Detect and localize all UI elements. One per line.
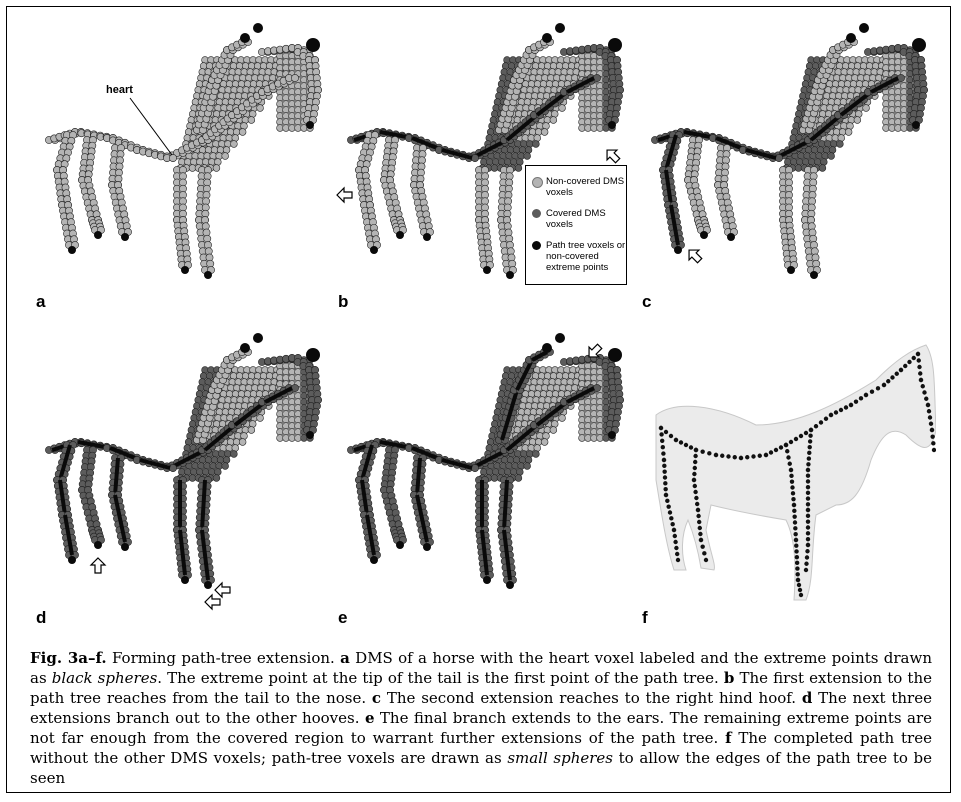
voxel-sphere [863, 105, 870, 112]
arrow-icon [337, 188, 352, 202]
path-tree-voxel [663, 481, 667, 485]
path-tree-voxel [932, 448, 936, 452]
path-tree-voxel [924, 397, 928, 401]
voxel-sphere [516, 469, 523, 476]
path-tree-voxel [804, 568, 808, 572]
caption-emphasis: small spheres [507, 749, 613, 767]
voxel-sphere [550, 117, 557, 124]
extreme-point [608, 431, 616, 439]
path-tree-voxel [819, 420, 823, 424]
path-tree-voxel [698, 532, 702, 536]
path-tree-voxel [876, 386, 880, 390]
caption-text: The completed path tree without the other DMS voxels; path-tree voxels are drawn as [30, 729, 932, 767]
path-tree-voxel [918, 371, 922, 375]
extreme-point [306, 348, 320, 362]
path-tree-voxel [795, 561, 799, 565]
caption-emphasis: black spheres [51, 669, 158, 687]
path-tree-voxel [693, 490, 697, 494]
path-tree-voxel [693, 460, 697, 464]
path-tree-voxel [824, 417, 828, 421]
voxel-sphere [291, 384, 298, 391]
panel-f [636, 330, 936, 630]
path-tree-voxel [764, 453, 768, 457]
caption-panel-letter: d [801, 689, 813, 707]
voxel-sphere [838, 135, 845, 142]
arrow-icon [205, 595, 220, 609]
voxel-sphere [854, 117, 861, 124]
path-tree-voxel [807, 451, 811, 455]
path-tree-voxel [919, 378, 923, 382]
path-tree-voxel [758, 454, 762, 458]
panel-letter-c: c [642, 292, 652, 311]
panel-letter-e: e [338, 608, 348, 627]
extreme-point [181, 576, 189, 584]
path-tree-voxel [672, 528, 676, 532]
path-tree-voxel [929, 422, 933, 426]
voxel-sphere [828, 153, 835, 160]
extreme-point [859, 23, 869, 33]
extreme-point [506, 271, 514, 279]
path-tree-voxel [882, 383, 886, 387]
arrow-icon [602, 145, 623, 166]
path-tree-voxel [659, 432, 663, 436]
caption-panel-letter: e [364, 709, 375, 727]
voxel-sphere [897, 74, 904, 81]
extreme-point [396, 541, 404, 549]
voxel-sphere [471, 154, 478, 161]
extreme-point [253, 333, 263, 343]
path-tree-voxel [806, 508, 810, 512]
path-tree-voxel [796, 578, 800, 582]
path-tree-voxel [663, 475, 667, 479]
caption-text: The next three extensions branch out to the other hooves. [30, 689, 932, 727]
path-tree-voxel [668, 510, 672, 514]
legend [525, 165, 627, 285]
voxel-sphere [471, 464, 478, 471]
voxel-sphere [223, 457, 230, 464]
path-tree-voxel [870, 389, 874, 393]
path-tree-voxel [666, 504, 670, 508]
wireframe-horse-f [636, 330, 936, 630]
extreme-point [240, 343, 250, 353]
caption-text: The second extension reaches to the right hind hoof. [381, 689, 802, 707]
path-tree-voxel [664, 430, 668, 434]
panel-a [30, 20, 330, 320]
path-tree-voxel [907, 360, 911, 364]
path-tree-voxel [899, 368, 903, 372]
path-tree-voxel [789, 468, 793, 472]
voxel-sphere [541, 129, 548, 136]
path-tree-voxel [792, 514, 796, 518]
voxel-sphere [524, 463, 531, 470]
voxel-sphere [257, 415, 264, 422]
voxel-sphere [534, 135, 541, 142]
path-tree-voxel [693, 484, 697, 488]
path-tree-voxel [664, 493, 668, 497]
extreme-point [727, 233, 735, 241]
path-tree-voxel [694, 496, 698, 500]
path-tree-voxel [859, 396, 863, 400]
path-tree-voxel [799, 434, 803, 438]
caption-text: The final branch extends to the ears. The remaining extreme points are not far enough from the covered region to warrant further extensions of the path tree. [30, 709, 932, 747]
path-tree-voxel [804, 431, 808, 435]
caption-text: DMS of a horse with the heart voxel labeled and the extreme points drawn as [30, 649, 932, 687]
arrow-icon [684, 245, 705, 266]
extreme-point [94, 541, 102, 549]
path-tree-voxel [890, 375, 894, 379]
path-tree-voxel [695, 502, 699, 506]
extreme-point [846, 33, 856, 43]
voxel-sphere [837, 141, 844, 148]
voxel-sphere [541, 439, 548, 446]
extreme-point [555, 333, 565, 343]
path-tree-voxel [806, 485, 810, 489]
extreme-point [483, 266, 491, 274]
heart-label: heart [106, 84, 133, 96]
voxel-sphere [551, 421, 558, 428]
path-tree-voxel [784, 443, 788, 447]
path-tree-voxel [733, 455, 737, 459]
extreme-point [396, 231, 404, 239]
path-tree-voxel [807, 456, 811, 460]
path-tree-voxel [806, 514, 810, 518]
arrow-icon [215, 583, 230, 597]
path-tree-voxel [714, 453, 718, 457]
path-tree-voxel [669, 516, 673, 520]
voxel-sphere [855, 111, 862, 118]
path-tree-voxel [726, 454, 730, 458]
extreme-point [121, 543, 129, 551]
path-tree-voxel [794, 544, 798, 548]
extreme-point [810, 271, 818, 279]
voxel-sphere [534, 445, 541, 452]
voxel-sphere [551, 111, 558, 118]
path-tree-voxel [663, 487, 667, 491]
path-tree-voxel [931, 441, 935, 445]
path-tree-voxel [903, 364, 907, 368]
path-tree-voxel [700, 449, 704, 453]
path-tree-voxel [696, 508, 700, 512]
extreme-point [555, 23, 565, 33]
voxel-sphere [231, 451, 238, 458]
path-tree-voxel [790, 479, 794, 483]
caption-panel-letter: f [725, 729, 732, 747]
path-tree-voxel [745, 455, 749, 459]
figure-caption [30, 648, 932, 788]
extreme-point [423, 233, 431, 241]
path-tree-voxel [704, 558, 708, 562]
path-tree-voxel [886, 379, 890, 383]
path-tree-voxel [930, 428, 934, 432]
legend-dot-light [532, 177, 543, 188]
path-tree-voxel [707, 451, 711, 455]
path-tree-voxel [806, 519, 810, 523]
path-tree-voxel [693, 454, 697, 458]
path-tree-voxel [689, 445, 693, 449]
path-tree-voxel [698, 526, 702, 530]
path-tree-voxel [839, 408, 843, 412]
path-tree-voxel [769, 450, 773, 454]
path-tree-voxel [806, 531, 810, 535]
caption-title: Forming path-tree extension. [106, 649, 341, 667]
path-tree-voxel [864, 393, 868, 397]
path-tree-voxel [779, 445, 783, 449]
path-tree-voxel [791, 491, 795, 495]
path-tree-voxel [928, 415, 932, 419]
panel-c [636, 20, 936, 320]
path-tree-voxel [792, 509, 796, 513]
voxel-sphere [515, 165, 522, 172]
voxel-sphere [543, 433, 550, 440]
path-tree-voxel [930, 434, 934, 438]
extreme-point [542, 33, 552, 43]
path-tree-voxel [694, 448, 698, 452]
path-tree-voxel [808, 445, 812, 449]
path-tree-voxel [790, 485, 794, 489]
path-tree-voxel [792, 503, 796, 507]
caption-panel-letter: c [371, 689, 382, 707]
path-tree-voxel [791, 497, 795, 501]
voxel-sphere [593, 384, 600, 391]
voxel-sphere [169, 464, 176, 471]
path-tree-voxel [662, 469, 666, 473]
path-tree-voxel [675, 552, 679, 556]
voxel-sphere [543, 123, 550, 130]
voxel-sphere [593, 74, 600, 81]
extreme-point [608, 121, 616, 129]
caption-text: . The extreme point at the tip of the tail is the first point of the path tree. [157, 669, 724, 687]
voxel-sphere [516, 159, 523, 166]
path-tree-voxel [806, 537, 810, 541]
path-tree-voxel [794, 538, 798, 542]
caption-panel-letter: a [340, 649, 350, 667]
path-tree-voxel [697, 520, 701, 524]
caption-panel-letter: b [723, 669, 735, 687]
path-tree-voxel [917, 365, 921, 369]
path-tree-voxel [814, 424, 818, 428]
path-tree-voxel [797, 583, 801, 587]
path-tree-voxel [793, 532, 797, 536]
path-tree-voxel [679, 440, 683, 444]
path-tree-voxel [659, 426, 663, 430]
voxel-sphere [550, 427, 557, 434]
path-tree-voxel [661, 451, 665, 455]
path-tree-voxel [793, 520, 797, 524]
caption-body [30, 649, 932, 787]
panel-letter-b: b [338, 292, 349, 311]
voxel-horse-c [636, 20, 936, 320]
path-tree-voxel [844, 405, 848, 409]
path-tree-voxel [669, 434, 673, 438]
path-tree-voxel [699, 538, 703, 542]
extreme-point [68, 556, 76, 564]
path-tree-voxel [796, 572, 800, 576]
path-tree-voxel [673, 534, 677, 538]
voxel-sphere [525, 147, 532, 154]
voxel-horse-d [30, 330, 330, 630]
extreme-point [506, 581, 514, 589]
path-tree-voxel [806, 491, 810, 495]
legend-label: Non-covered DMS voxels [546, 176, 625, 198]
voxel-sphere [559, 415, 566, 422]
path-tree-voxel [808, 434, 812, 438]
extreme-point [542, 343, 552, 353]
panel-e [332, 330, 632, 630]
path-tree-voxel [674, 546, 678, 550]
path-tree-voxel [809, 428, 813, 432]
path-tree-voxel [786, 455, 790, 459]
path-tree-voxel [793, 526, 797, 530]
path-tree-voxel [806, 474, 810, 478]
panel-d [30, 330, 330, 630]
extreme-point [912, 38, 926, 52]
arrow-icon [91, 558, 105, 573]
path-tree-voxel [806, 479, 810, 483]
extreme-point [912, 121, 920, 129]
extreme-point [787, 266, 795, 274]
panel-letter-d: d [36, 608, 47, 627]
path-tree-voxel [829, 413, 833, 417]
extreme-point [608, 38, 622, 52]
path-tree-voxel [798, 588, 802, 592]
path-tree-voxel [806, 543, 810, 547]
extreme-point [306, 431, 314, 439]
caption-text: The first extension to the path tree reaches from the tail to the nose. [30, 669, 932, 707]
path-tree-voxel [662, 458, 666, 462]
path-tree-voxel [804, 562, 808, 566]
extreme-point [370, 246, 378, 254]
voxel-sphere [213, 475, 220, 482]
path-tree-voxel [795, 566, 799, 570]
path-tree-voxel [720, 454, 724, 458]
path-tree-voxel [926, 403, 930, 407]
path-tree-voxel [927, 409, 931, 413]
path-tree-voxel [739, 456, 743, 460]
path-tree-voxel [684, 443, 688, 447]
path-tree-voxel [795, 555, 799, 559]
voxel-sphere [515, 475, 522, 482]
voxel-sphere [239, 439, 246, 446]
voxel-sphere [249, 421, 256, 428]
path-tree-voxel [806, 468, 810, 472]
path-tree-voxel [693, 466, 697, 470]
legend-dot-dark [532, 209, 541, 218]
path-tree-voxel [774, 448, 778, 452]
path-tree-voxel [921, 384, 925, 388]
extreme-point [700, 231, 708, 239]
voxel-sphere [232, 445, 239, 452]
path-tree-voxel [806, 525, 810, 529]
path-tree-voxel [917, 358, 921, 362]
path-tree-voxel [854, 399, 858, 403]
path-tree-voxel [665, 499, 669, 503]
path-tree-voxel [806, 496, 810, 500]
path-tree-voxel [789, 440, 793, 444]
path-tree-voxel [788, 462, 792, 466]
heart-leader-line [30, 20, 330, 320]
path-tree-voxel [670, 522, 674, 526]
extreme-point [370, 556, 378, 564]
voxel-sphere [847, 123, 854, 130]
path-tree-voxel [660, 439, 664, 443]
voxel-sphere [819, 165, 826, 172]
voxel-horse-e [332, 330, 632, 630]
path-tree-voxel [849, 403, 853, 407]
voxel-sphere [241, 433, 248, 440]
legend-label: Path tree voxels or non-covered extreme points [546, 240, 626, 273]
path-tree-voxel [805, 555, 809, 559]
path-tree-voxel [794, 549, 798, 553]
voxel-sphere [820, 159, 827, 166]
voxel-sphere [248, 427, 255, 434]
voxel-sphere [559, 105, 566, 112]
path-tree-voxel [805, 549, 809, 553]
path-tree-voxel [806, 462, 810, 466]
path-tree-voxel [702, 551, 706, 555]
path-tree-voxel [922, 390, 926, 394]
path-tree-voxel [751, 454, 755, 458]
path-tree-voxel [676, 558, 680, 562]
path-tree-voxel [673, 540, 677, 544]
path-tree-voxel [916, 352, 920, 356]
voxel-sphere [829, 147, 836, 154]
path-tree-voxel [700, 544, 704, 548]
panel-letter-a: a [36, 292, 46, 311]
path-tree-voxel [661, 445, 665, 449]
path-tree-voxel [692, 478, 696, 482]
path-tree-voxel [662, 464, 666, 468]
voxel-sphere [525, 457, 532, 464]
path-tree-voxel [895, 372, 899, 376]
voxel-sphere [845, 129, 852, 136]
path-tree-voxel [808, 439, 812, 443]
caption-figure-label: Fig. 3a–f. [30, 649, 107, 667]
path-tree-voxel [789, 474, 793, 478]
extreme-point [608, 348, 622, 362]
caption-text: to allow the edges of the path tree to be seen [30, 749, 932, 787]
path-tree-voxel [692, 472, 696, 476]
voxel-sphere [222, 463, 229, 470]
extreme-point [423, 543, 431, 551]
voxel-sphere [775, 154, 782, 161]
path-tree-voxel [674, 438, 678, 442]
extreme-point [204, 581, 212, 589]
path-tree-voxel [834, 410, 838, 414]
voxel-sphere [524, 153, 531, 160]
voxel-sphere [214, 469, 221, 476]
voxel-sphere [533, 451, 540, 458]
path-tree-voxel [806, 502, 810, 506]
voxel-sphere [533, 141, 540, 148]
path-tree-voxel [696, 514, 700, 518]
panel-letter-f: f [642, 608, 648, 627]
legend-dot-black [532, 241, 541, 250]
path-tree-voxel [785, 449, 789, 453]
path-tree-voxel [799, 593, 803, 597]
extreme-point [674, 246, 682, 254]
legend-label: Covered DMS voxels [546, 208, 606, 230]
path-tree-voxel [794, 437, 798, 441]
path-tree-voxel [912, 356, 916, 360]
extreme-point [483, 576, 491, 584]
